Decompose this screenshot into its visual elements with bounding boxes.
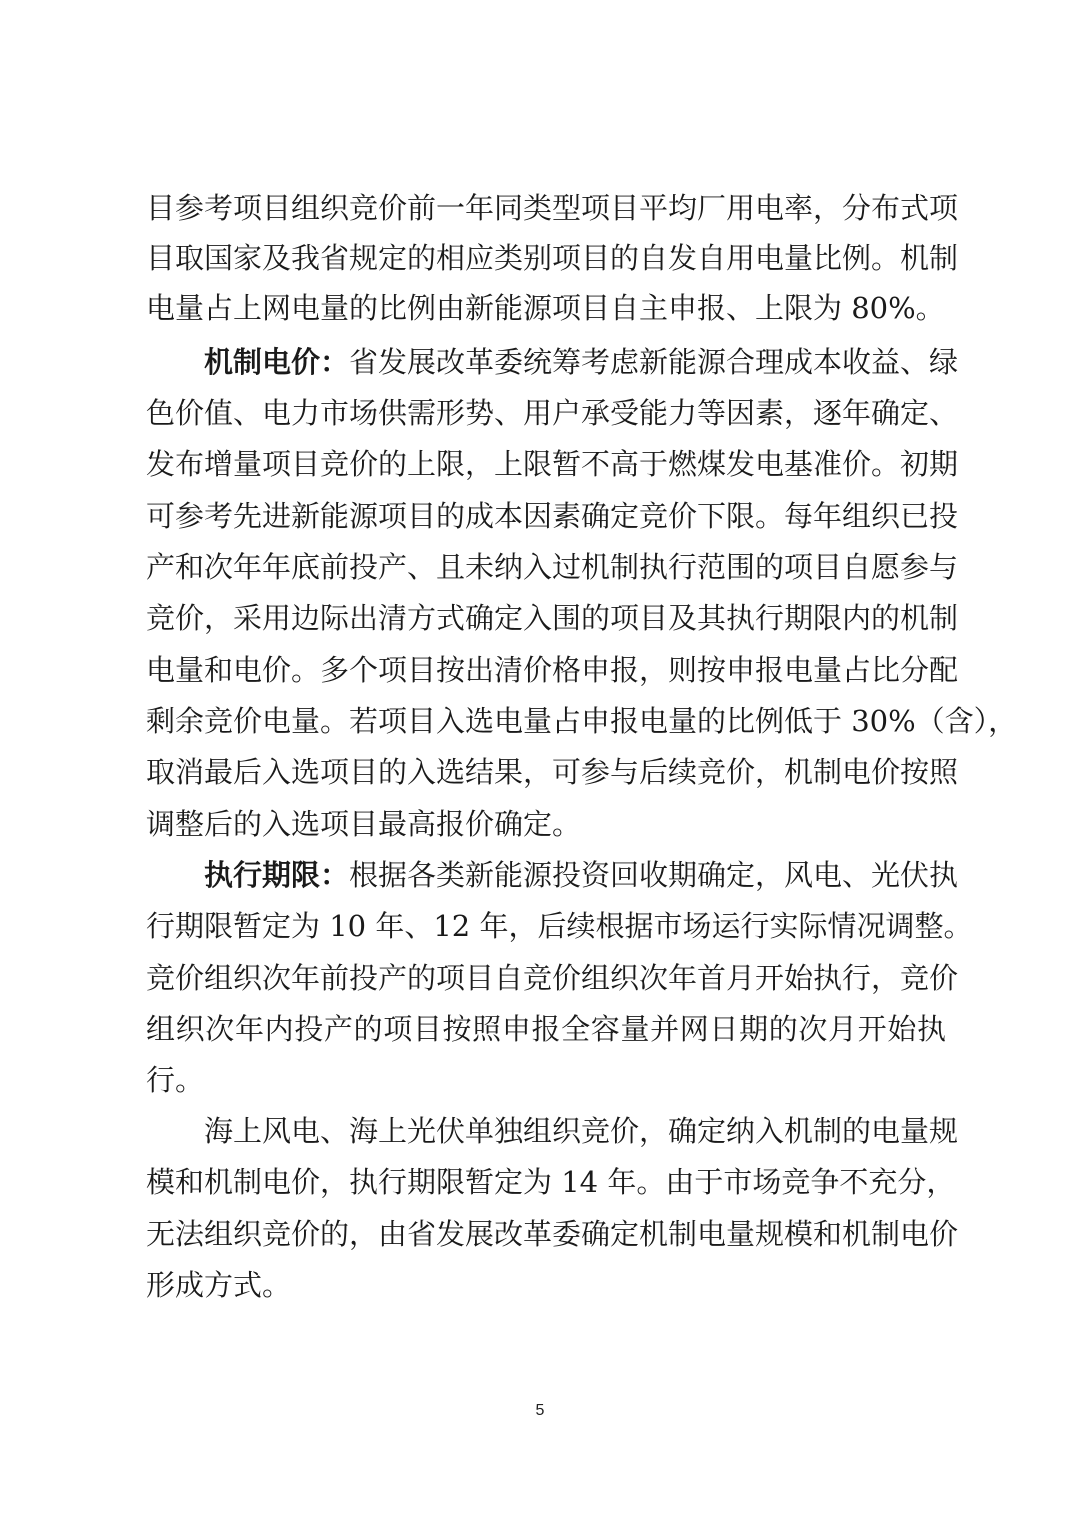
paragraph-first-line <box>204 337 959 387</box>
paragraph-line: 电量和电价。多个项目按出清价格申报，则按申报电量占比分配 <box>146 653 959 687</box>
paragraph-line: 竞价组织次年前投产的项目自竞价组织次年首月开始执行，竞价 <box>146 961 959 995</box>
section-heading-execution-period: 执行期限： <box>204 858 350 892</box>
paragraph-line: 发布增量项目竞价的上限，上限暂不高于燃煤发电基准价。初期 <box>146 447 959 481</box>
paragraph-first-line: 海上风电、海上光伏单独组织竞价，确定纳入机制的电量规 <box>204 1114 959 1148</box>
paragraph-line: 取消最后入选项目的入选结果，可参与后续竞价，机制电价按照 <box>146 755 959 789</box>
paragraph-line: 组织次年内投产的项目按照申报全容量并网日期的次月开始执 <box>146 1012 946 1046</box>
paragraph-line: 模和机制电价，执行期限暂定为 14 年。由于市场竞争不充分， <box>146 1165 956 1199</box>
paragraph-line: 产和次年年底前投产、且未纳入过机制执行范围的项目自愿参与 <box>146 550 959 584</box>
paragraph-line: 电量占上网电量的比例由新能源项目自主申报、上限为 80%。 <box>146 291 945 325</box>
paragraph-text: 根据各类新能源投资回收期确定，风电、光伏执 <box>349 858 959 892</box>
paragraph-line: 行期限暂定为 10 年、12 年，后续根据市场运行实际情况调整。 <box>146 909 973 943</box>
paragraph-line: 竞价，采用边际出清方式确定入围的项目及其执行期限内的机制 <box>146 601 959 635</box>
section-heading-mechanism-price: 机制电价： <box>204 345 350 379</box>
paragraph-line: 无法组织竞价的，由省发展改革委确定机制电量规模和机制电价 <box>146 1217 959 1251</box>
paragraph-line: 可参考先进新能源项目的成本因素确定竞价下限。每年组织已投 <box>146 499 959 533</box>
paragraph-text: 省发展改革委统筹考虑新能源合理成本收益、绿 <box>349 345 959 379</box>
paragraph-line: 目取国家及我省规定的相应类别项目的自发自用电量比例。机制 <box>146 241 959 275</box>
paragraph-first-line <box>204 850 959 900</box>
paragraph-line: 形成方式。 <box>146 1268 292 1302</box>
paragraph-line: 行。 <box>146 1063 205 1097</box>
paragraph-line: 色价值、电力市场供需形势、用户承受能力等因素，逐年确定、 <box>146 396 959 430</box>
paragraph-line: 目参考项目组织竞价前一年同类型项目平均厂用电率，分布式项 <box>146 191 959 225</box>
paragraph-line: 剩余竞价电量。若项目入选电量占申报电量的比例低于 30%（含）， <box>146 704 1018 738</box>
page-number: 5 <box>535 1402 545 1419</box>
paragraph-line: 调整后的入选项目最高报价确定。 <box>146 807 582 841</box>
